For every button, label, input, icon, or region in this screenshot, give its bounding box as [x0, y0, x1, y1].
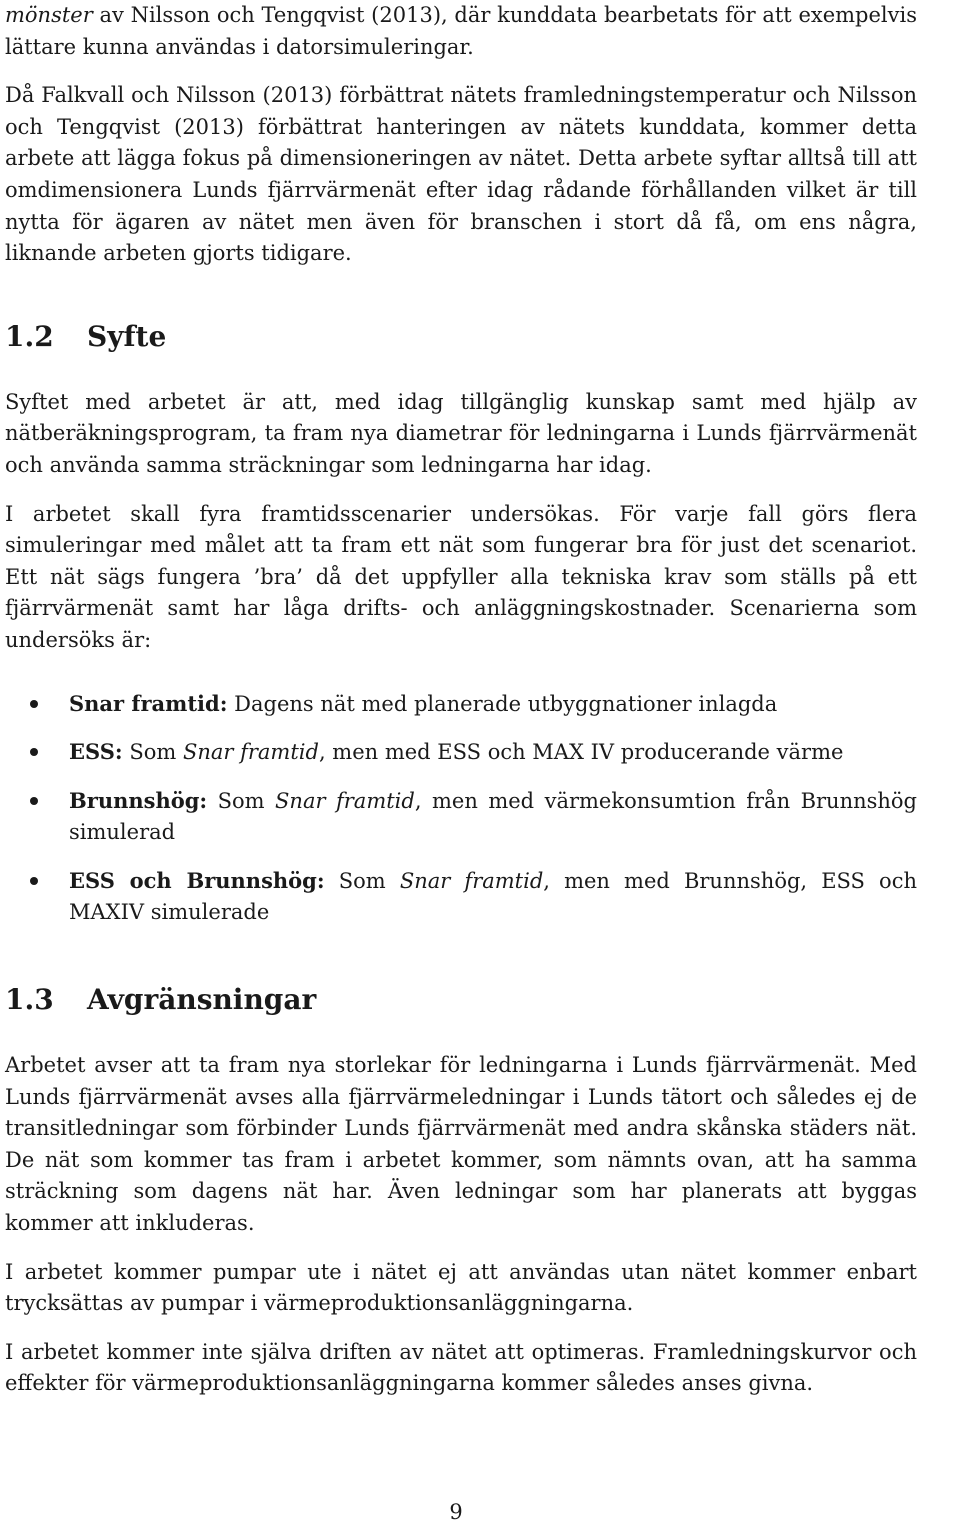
intro-paragraph-1 — [5, 0, 917, 63]
section-title: Syfte — [87, 319, 167, 353]
document-page — [5, 0, 917, 1400]
scenario-text: , men med Brunnshög, ESS och MAXIV simulerade — [69, 868, 917, 925]
scenario-term: ESS: — [69, 739, 123, 765]
scenario-text: Som — [122, 740, 183, 765]
section-heading-avgransningar — [5, 983, 917, 1017]
section-heading-syfte — [5, 320, 917, 354]
bullet-icon — [30, 700, 38, 708]
scenario-italic: Snar framtid — [399, 868, 544, 893]
intro-italic-word: mönster — [5, 3, 93, 27]
scenario-text: Som — [207, 788, 276, 813]
intro-paragraph-1-text: av Nilsson och Tengqvist (2013), där kunddata bearbetats för att exempelvis lättare kunna användas i datorsimuleringar. — [5, 3, 917, 59]
scenario-term: Brunnshög: — [69, 787, 208, 813]
section-number: 1.3 — [5, 983, 54, 1017]
scenario-text: Som — [324, 868, 400, 893]
syfte-paragraph-1: Syftet med arbetet är att, med idag tillgänglig kunskap samt med hjälp av nätberäkningsprogram, ta fram nya diametrar för ledningarna i Lunds fjärrvärmenät och använda samma sträckningar som ledningarna har idag. — [5, 389, 917, 477]
bullet-icon — [30, 748, 38, 756]
section-title: Avgränsningar — [87, 983, 317, 1017]
avgransningar-paragraph-1: Arbetet avser att ta fram nya storlekar för ledningarna i Lunds fjärrvärmenät. Med Lunds fjärrvärmenät avses alla fjärrvärmeledningar i Lunds tätort och således ej de transitledningar som förbinder Lunds fjärrvärmenät med andra skånska städers nät. De nät som kommer tas fram i arbetet kommer, som nämnts ovan, att ha samma sträckning som dagens nät har. Även ledningar som har planerats att byggas kommer att inkluderas. — [5, 1053, 917, 1236]
bullet-icon — [30, 877, 38, 885]
scenario-text: Dagens nät med planerade utbyggnationer inlagda — [227, 691, 778, 716]
scenario-text: , men med värmekonsumtion från Brunnshög simulerad — [69, 788, 918, 845]
avgransningar-paragraph-2: I arbetet kommer pumpar ute i nätet ej att användas utan nätet kommer enbart trycksättas av pumpar i värmeproduktionsanläggningarna. — [5, 1259, 917, 1316]
list-item — [5, 688, 917, 721]
list-item — [5, 736, 917, 769]
scenario-term: Snar framtid: — [69, 690, 228, 716]
list-item — [5, 865, 917, 929]
avgransningar-paragraph-3: I arbetet kommer inte själva driften av nätet att optimeras. Framledningskurvor och effekter för värmeproduktionsanläggningarna kommer således anses givna. — [5, 1339, 917, 1396]
intro-paragraph-2: Då Falkvall och Nilsson (2013) förbättrat nätets framledningstemperatur och Nilsson och Tengqvist (2013) förbättrat hanteringen av nätets kunddata, kommer detta arbete att lägga fokus på dimensioneringen av nätet. Detta arbete syftar alltså till att omdimensionera Lunds fjärrvärmenät efter idag rådande förhållanden vilket är till nytta för ägaren av nätet men även för branschen i stort då få, om ens några, liknande arbeten gjorts tidigare. — [5, 83, 917, 266]
scenario-term: ESS och Brunnshög: — [69, 867, 325, 893]
scenario-italic: Snar framtid — [182, 740, 319, 765]
list-item — [5, 785, 917, 849]
scenario-italic: Snar framtid — [275, 788, 415, 813]
section-number: 1.2 — [5, 319, 54, 353]
bullet-icon — [30, 797, 38, 805]
syfte-paragraph-2: I arbetet skall fyra framtidsscenarier undersökas. För varje fall görs flera simuleringar med målet att ta fram ett nät som fungerar bra för just det scenariot. Ett nät sägs fungera ’bra’ då det uppfyller alla tekniska krav som ställs på ett fjärrvärmenät samt har låga drifts- och anläggningskostnader. Scenarierna som undersöks är: — [5, 501, 917, 652]
scenario-text: , men med ESS och MAX IV producerande värme — [318, 740, 844, 765]
page-number: 9 — [449, 1500, 463, 1524]
scenario-list — [5, 688, 917, 930]
